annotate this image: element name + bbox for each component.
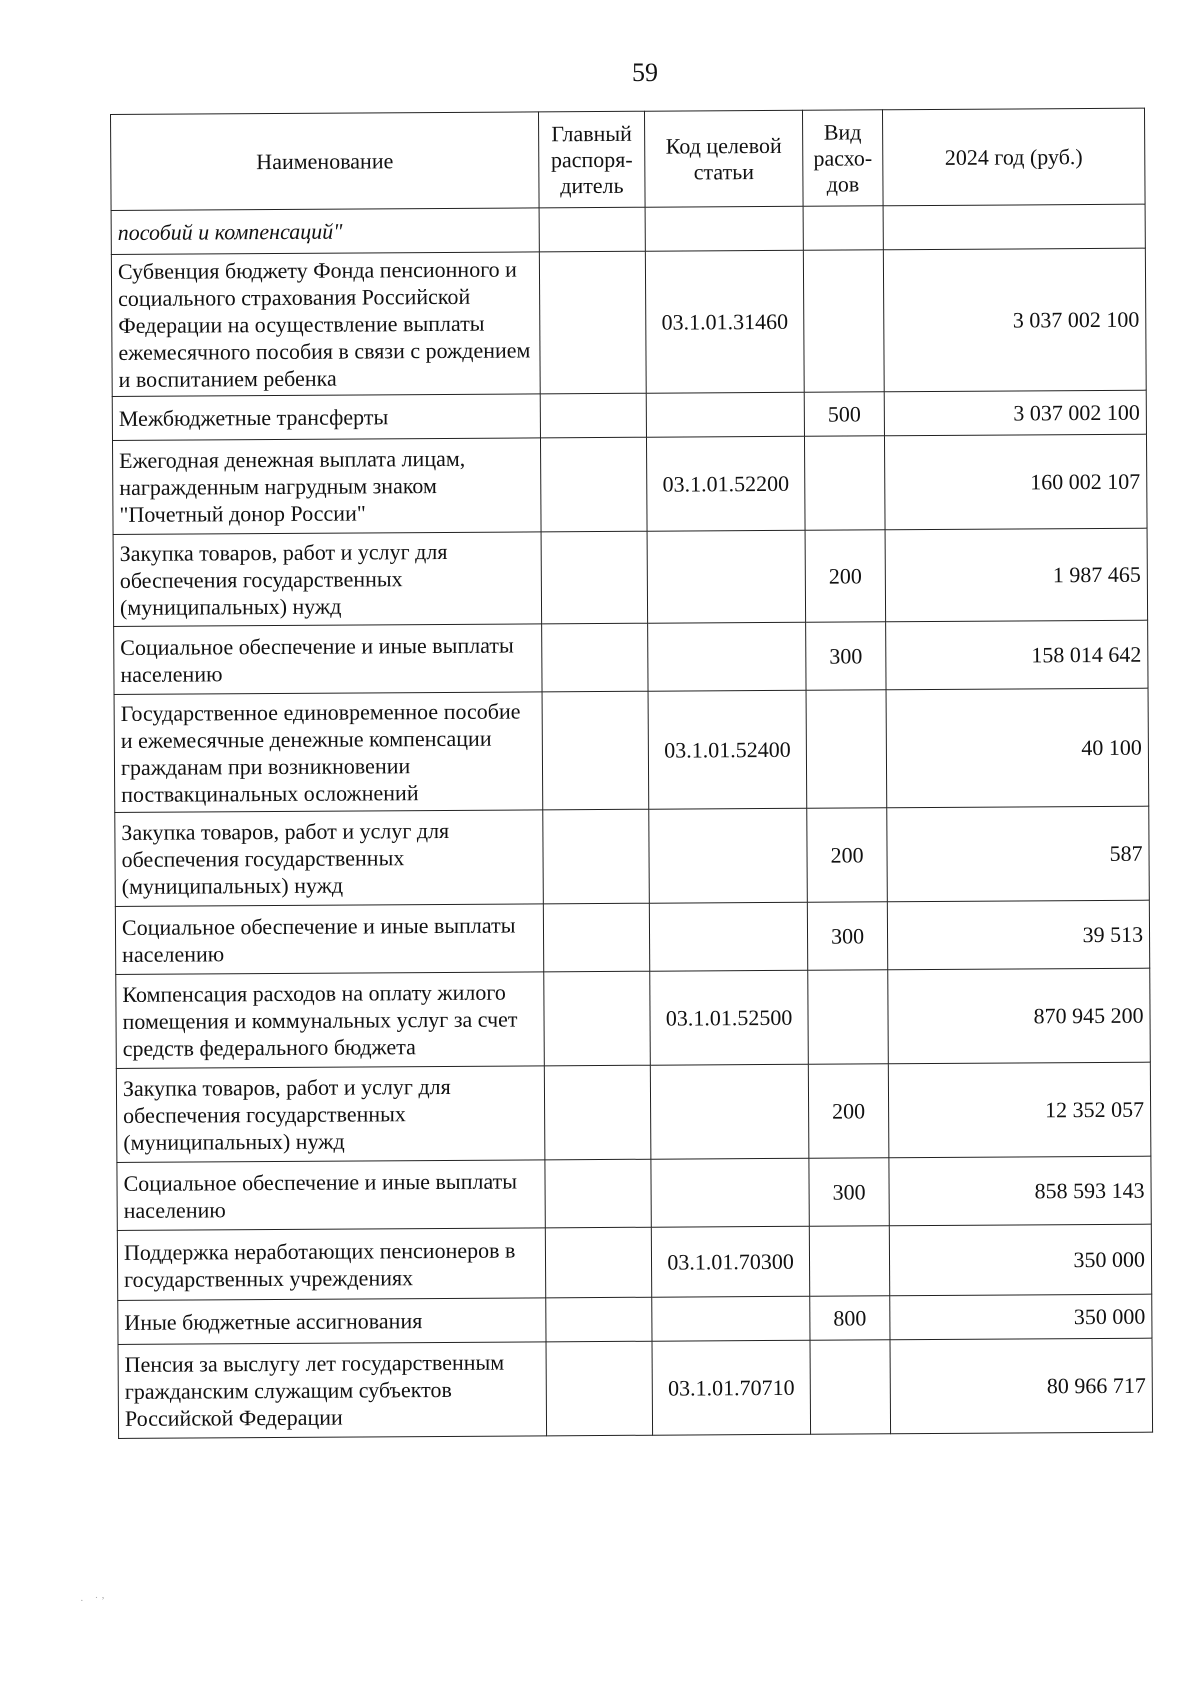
- row-amount: 587: [887, 806, 1150, 902]
- row-main-manager: [543, 903, 649, 972]
- row-name: Социальное обеспечение и иные выплаты населению: [114, 624, 542, 695]
- row-main-manager: [546, 1297, 652, 1342]
- row-amount: 858 593 143: [889, 1156, 1151, 1226]
- row-amount: 12 352 057: [888, 1062, 1151, 1158]
- page-number: 59: [632, 58, 658, 87]
- row-code: [649, 902, 807, 971]
- row-amount: 80 966 717: [890, 1338, 1153, 1434]
- row-amount: 39 513: [887, 900, 1149, 970]
- header-name: Наименование: [111, 112, 540, 211]
- row-kind: 300: [807, 902, 887, 970]
- row-main-manager: [545, 1227, 651, 1298]
- row-code: [649, 808, 808, 903]
- table-row: [117, 1156, 1151, 1230]
- table-row: [115, 900, 1149, 974]
- row-kind: [810, 1340, 891, 1434]
- row-main-manager: [542, 691, 649, 810]
- table-row: [111, 204, 1145, 254]
- row-amount: 160 002 107: [884, 434, 1147, 530]
- row-kind: 200: [805, 530, 886, 622]
- header-year: 2024 год (руб.): [882, 108, 1145, 206]
- table-row: [114, 688, 1149, 812]
- row-code: 03.1.01.52500: [650, 970, 809, 1065]
- row-amount: 3 037 002 100: [883, 248, 1146, 392]
- row-kind: [809, 1226, 889, 1296]
- scan-specks: · ˙ ʼ: [80, 1595, 105, 1607]
- row-kind: [808, 970, 889, 1064]
- row-main-manager: [544, 971, 651, 1066]
- table-row: [118, 1338, 1153, 1438]
- row-name: Иные бюджетные ассигнования: [118, 1298, 546, 1345]
- header-expense-type: Вид расхо-дов: [802, 110, 883, 206]
- table-row: [112, 434, 1147, 534]
- row-kind: [806, 690, 887, 808]
- row-main-manager: [541, 531, 648, 624]
- table-row: [111, 248, 1146, 396]
- row-code: [652, 1296, 810, 1341]
- row-main-manager: [546, 1341, 653, 1436]
- row-name: пособий и компенсаций": [111, 208, 539, 255]
- row-name: Закупка товаров, работ и услуг для обеспечения государственных (муниципальных) нужд: [116, 1066, 545, 1163]
- row-main-manager: [540, 393, 646, 438]
- row-kind: [803, 206, 883, 250]
- row-amount: 350 000: [890, 1294, 1152, 1340]
- row-kind: 300: [809, 1158, 889, 1226]
- row-amount: [883, 204, 1145, 250]
- row-name: Ежегодная денежная выплата лицам, награжденным нагрудным знаком "Почетный донор России": [112, 438, 541, 535]
- row-main-manager: [545, 1159, 651, 1228]
- table-row: [113, 528, 1148, 626]
- table-row: [115, 806, 1150, 906]
- row-name: Социальное обеспечение и иные выплаты населению: [115, 904, 543, 975]
- row-main-manager: [542, 623, 648, 692]
- row-code: [646, 392, 804, 437]
- row-code: [651, 1158, 809, 1227]
- row-code: 03.1.01.70710: [652, 1340, 811, 1435]
- table-row: [117, 1224, 1151, 1300]
- row-code: [648, 622, 806, 691]
- row-name: Межбюджетные трансферты: [112, 394, 540, 441]
- row-kind: [803, 250, 884, 392]
- row-name: Закупка товаров, работ и услуг для обеспечения государственных (муниципальных) нужд: [113, 532, 542, 627]
- table-row: [116, 1062, 1151, 1162]
- budget-table: [110, 108, 1153, 1439]
- row-name: Пенсия за выслугу лет государственным гражданским служащим субъектов Российской Федерации: [118, 1342, 547, 1439]
- row-amount: 870 945 200: [888, 968, 1151, 1064]
- row-name: Компенсация расходов на оплату жилого помещения и коммунальных услуг за счет средств федерального бюджета: [116, 972, 545, 1069]
- row-kind: [804, 436, 885, 530]
- header-main-manager: Главный распоря-дитель: [538, 111, 645, 208]
- row-main-manager: [539, 207, 645, 252]
- row-code: [645, 206, 803, 251]
- row-kind: 200: [807, 808, 888, 902]
- row-code: 03.1.01.31460: [645, 250, 804, 393]
- row-kind: 500: [804, 392, 884, 436]
- row-name: Субвенция бюджету Фонда пенсионного и социального страхования Российской Федерации на осуществление выплаты ежемесячного пособия в связи с рождением и воспитанием ребенка: [111, 252, 540, 397]
- row-code: [650, 1064, 809, 1159]
- row-amount: 1 987 465: [885, 528, 1148, 622]
- table-row: [118, 1294, 1152, 1344]
- table-row: [114, 620, 1148, 694]
- row-code: [647, 530, 806, 623]
- table-header-row: [111, 108, 1146, 210]
- row-main-manager: [544, 1065, 651, 1160]
- row-amount: 158 014 642: [886, 620, 1148, 690]
- row-amount: 350 000: [889, 1224, 1151, 1296]
- row-name: Поддержка неработающих пенсионеров в государственных учреждениях: [117, 1228, 545, 1301]
- row-name: Государственное единовременное пособие и ежемесячные денежные компенсации гражданам при возникновении поствакцинальных осложнений: [114, 692, 543, 813]
- row-main-manager: [540, 437, 647, 532]
- row-code: 03.1.01.52200: [646, 436, 805, 531]
- row-name: Закупка товаров, работ и услуг для обеспечения государственных (муниципальных) нужд: [115, 810, 544, 907]
- row-name: Социальное обеспечение и иные выплаты населению: [117, 1160, 545, 1231]
- row-main-manager: [539, 251, 646, 394]
- header-target-code: Код целевой статьи: [644, 110, 803, 207]
- row-code: 03.1.01.70300: [651, 1226, 809, 1297]
- row-main-manager: [543, 809, 650, 904]
- table-row: [116, 968, 1151, 1068]
- row-code: 03.1.01.52400: [648, 690, 807, 809]
- table-row: [112, 390, 1146, 440]
- row-kind: 300: [806, 622, 886, 690]
- row-amount: 40 100: [886, 688, 1149, 808]
- row-amount: 3 037 002 100: [884, 390, 1146, 436]
- row-kind: 800: [810, 1296, 890, 1340]
- row-kind: 200: [808, 1064, 889, 1158]
